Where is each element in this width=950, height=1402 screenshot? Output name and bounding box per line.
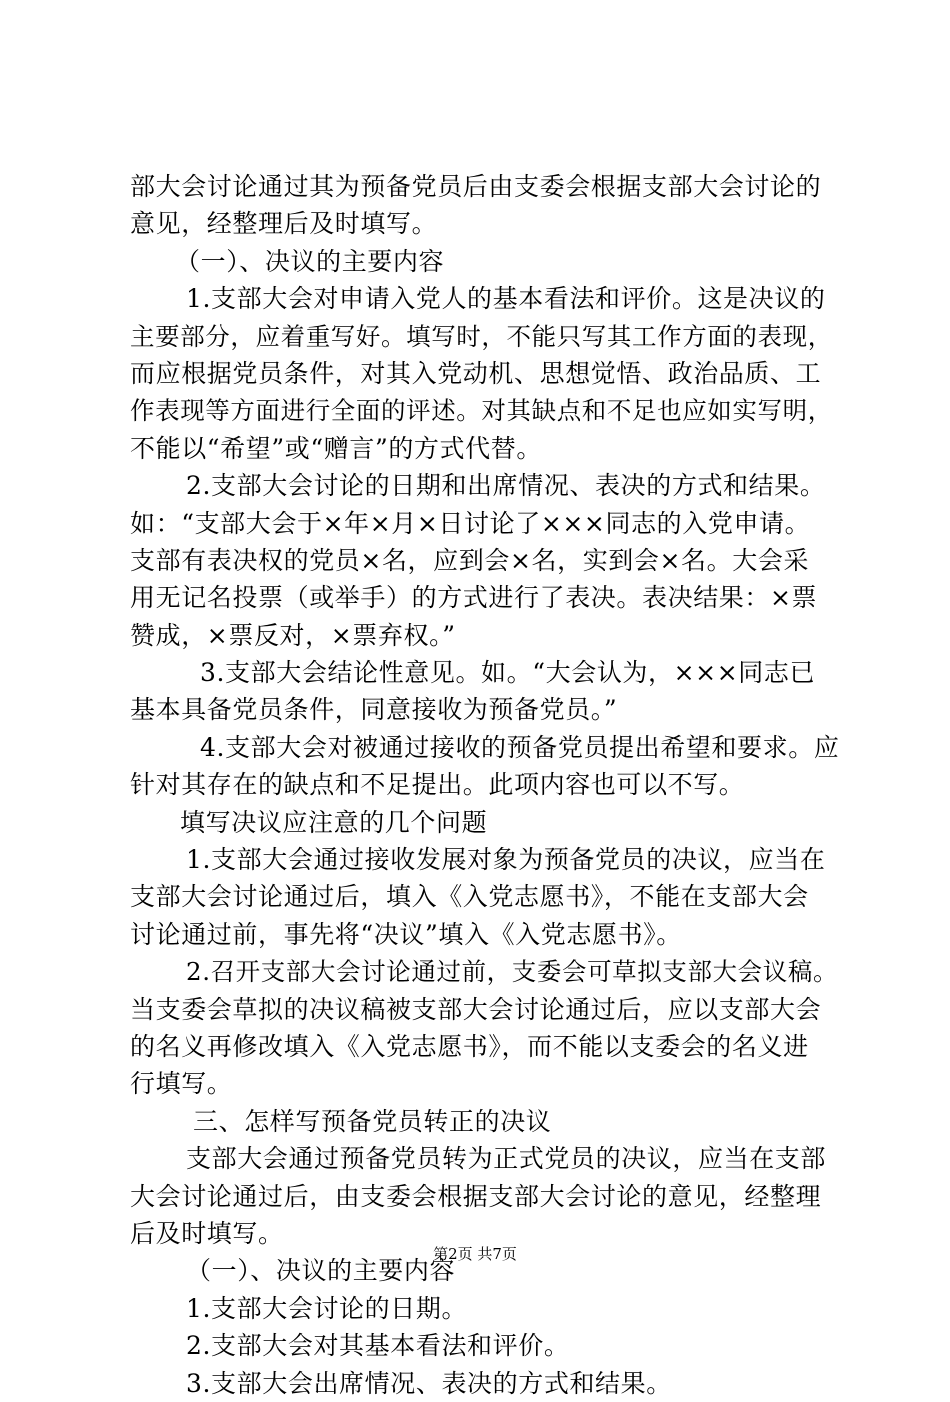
text-line: 如：“支部大会于×年×月×日讨论了×××同志的入党申请。	[130, 508, 811, 538]
text-line: （一）、决议的主要内容	[175, 246, 445, 276]
text-line: 的名义再修改填入《入党志愿书》，而不能以支委会的名义进	[130, 1031, 809, 1061]
text-line: 支部大会通过预备党员转为正式党员的决议，应当在支部	[186, 1144, 827, 1174]
text-line: 后及时填写。	[130, 1218, 284, 1248]
page-footer: 第2页 共7页	[433, 1245, 517, 1263]
text-line: 赞成，×票反对，×票弃权。”	[130, 620, 456, 650]
text-line: 大会讨论通过后，由支委会根据支部大会讨论的意见，经整理	[130, 1181, 822, 1211]
text-line: 行填写。	[130, 1069, 233, 1099]
text-line: 3.支部大会出席情况、表决的方式和结果。	[186, 1368, 672, 1398]
text-line: 基本具备党员条件，同意接收为预备党员。”	[130, 695, 618, 725]
text-line: 意见，经整理后及时填写。	[130, 209, 438, 239]
text-line: 而应根据党员条件，对其入党动机、思想觉悟、政治品质、工	[130, 358, 822, 388]
text-line: 支部大会讨论通过后，填入《入党志愿书》，不能在支部大会	[130, 882, 809, 912]
text-line: 1.支部大会对申请入党人的基本看法和评价。这是决议的	[186, 284, 826, 314]
text-line: 填写决议应注意的几个问题	[180, 807, 488, 837]
text-line: 作表现等方面进行全面的评述。对其缺点和不足也应如实写明，	[130, 396, 833, 426]
text-line: 1.支部大会通过接收发展对象为预备党员的决议，应当在	[186, 845, 826, 875]
text-line: 用无记名投票（或举手）的方式进行了表决。表决结果：×票	[130, 583, 818, 613]
text-line: 支部有表决权的党员×名，应到会×名，实到会×名。大会采	[130, 545, 810, 575]
text-line: 2.支部大会对其基本看法和评价。	[186, 1331, 570, 1361]
text-line: 讨论通过前，事先将“决议”填入《入党志愿书》。	[130, 919, 682, 949]
text-line: 3.支部大会结论性意见。如。“大会认为，×××同志已	[200, 658, 816, 688]
text-line: 4.支部大会对被通过接收的预备党员提出希望和要求。应	[200, 732, 840, 762]
text-line: 主要部分，应着重写好。填写时，不能只写其工作方面的表现，	[130, 321, 833, 351]
text-line: 三、怎样写预备党员转正的决议	[193, 1106, 552, 1136]
text-line: （一）、决议的主要内容	[186, 1256, 456, 1286]
text-line: 针对其存在的缺点和不足提出。此项内容也可以不写。	[130, 770, 745, 800]
document-body	[130, 168, 840, 1402]
text-line: 2.支部大会讨论的日期和出席情况、表决的方式和结果。	[186, 471, 826, 501]
text-line: 不能以“希望”或“赠言”的方式代替。	[130, 433, 542, 463]
text-line: 2.召开支部大会讨论通过前，支委会可草拟支部大会议稿。	[186, 957, 839, 987]
text-line: 当支委会草拟的决议稿被支部大会讨论通过后，应以支部大会	[130, 994, 822, 1024]
text-line: 1.支部大会讨论的日期。	[186, 1293, 468, 1323]
text-line: 部大会讨论通过其为预备党员后由支委会根据支部大会讨论的	[130, 172, 822, 201]
